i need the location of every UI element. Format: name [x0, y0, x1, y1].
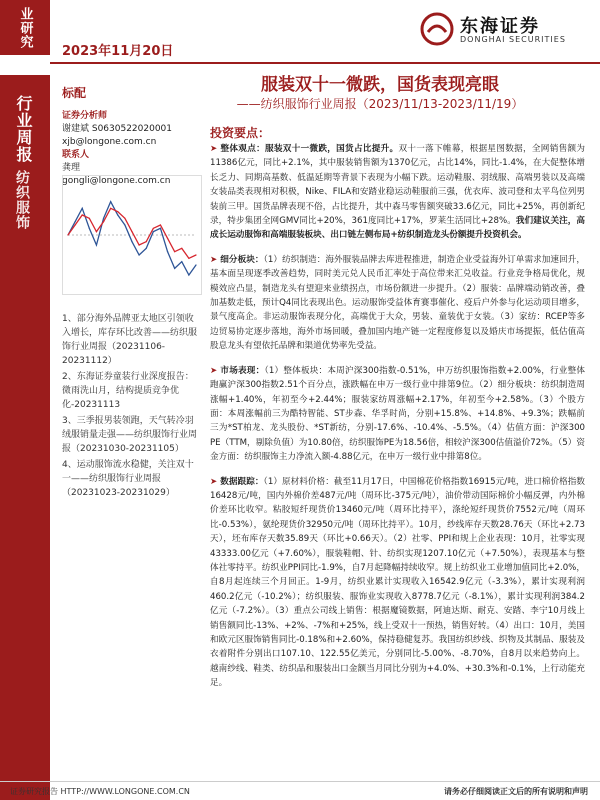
bullet-icon: ➤: [210, 365, 218, 376]
chart-series-line-1: [68, 208, 196, 258]
chart-point: [103, 218, 104, 219]
chart-point: [139, 254, 140, 255]
related-report-item[interactable]: 3、三季报男装领跑，天气转冷羽绒服销量走强——纺织服饰行业周报（20231030-20231105）: [62, 416, 198, 454]
chart-point: [146, 241, 147, 242]
bullet-icon: ➤: [210, 476, 218, 487]
chart-point: [160, 228, 161, 229]
chart-point: [174, 251, 175, 252]
overview-body: 双十一落下帷幕，根据星图数据，全网销售额为11386亿元，同比+2.1%，其中服装销售额为1370亿元，占比14%，同比-1.4%，在大促整体增长乏力、同期高基数、低温延期等背景下表现为小幅下跌。运动鞋服、羽绒服、高端男装以及高端女装品类表现相对积极，Nike、FILA和安踏业稳运动鞋服前三强，优衣库、波司登和太平鸟位列男装前三甲。国货品牌表现不俗，占比提升，其中森马零售额突破33.6亿元，同比+25%，再创新纪录，特步集团全网GMV同比+20%，361度同比+17%，罗莱生活同比+28%。: [210, 144, 585, 227]
chart-point: [117, 211, 118, 212]
analyst-name: 谢建斌 S0630522020001: [62, 124, 173, 134]
chart-point: [124, 218, 125, 219]
chart-point: [146, 248, 147, 249]
contact-label: 联系人: [62, 150, 90, 160]
industry-label: 纺织服饰: [14, 170, 30, 230]
chart-point: [160, 224, 161, 225]
chart-point: [89, 228, 90, 229]
chart-point: [75, 224, 76, 225]
footer: [0, 781, 600, 800]
chart-series-line-0: [68, 202, 196, 275]
chart-point: [131, 231, 132, 232]
footer-website[interactable]: 证券研究报告 HTTP://WWW.LONGONE.COM.CN: [10, 787, 190, 796]
chart-point: [153, 228, 154, 229]
overview-tail: 我们建议关注，高成长运动服饰和高端服装板块、出口链左侧布局+纺织制造龙头份额提升投资机会。: [210, 216, 585, 241]
rating: 标配: [62, 86, 87, 100]
chart-point: [195, 254, 196, 255]
report-type-label: 行业周报: [14, 95, 33, 163]
chart-point: [89, 218, 90, 219]
related-report-item[interactable]: 1、部分海外品牌亚太地区引领收入增长，库存环比改善——纺织服饰行业周报（20231106-20231112）: [62, 314, 198, 366]
chart-point: [153, 231, 154, 232]
chart-point: [110, 201, 111, 202]
related-report-item[interactable]: 2、东海证券童装行业深度报告：微雨洗山月，结构提质竞争优化-20231113: [62, 372, 194, 410]
left-sidebar: [0, 75, 50, 800]
market-lead: 市场表现：: [220, 365, 265, 376]
chart-point: [103, 221, 104, 222]
logo: [420, 10, 580, 50]
bullet-icon: ➤: [210, 254, 218, 265]
chart-point: [174, 268, 175, 269]
contact-name: 龚理: [62, 163, 81, 173]
chart-point: [75, 221, 76, 222]
chart-point: [131, 241, 132, 242]
performance-chart-svg: [62, 175, 202, 295]
chart-point: [82, 214, 83, 215]
analyst-email[interactable]: xjb@longone.com.cn: [62, 137, 157, 147]
header-divider: [50, 62, 600, 64]
market-body: （1）整体板块：本周沪深300指数-0.51%，申万纺织服饰指数+2.00%，行业整体跑赢沪深300指数2.51个百分点，涨跌幅在申万一级行业中排第9位。（2）细分板块：纺织制造周涨幅+1.40%，年初至今+2.44%；服装家纺周涨幅+2.17%，年初至今+2.58%。（3）个股方面：本周涨幅前三为酷特智能、ST步森、华孚时尚，分别+15.8%、+14.8%、+9.3%；跌幅前三为*ST柏龙、龙头股份、*ST新纺，分别-17.6%、-10.4%、-5.5%。（4）估值方面：沪深300 PE（TTM，剔除负值）为10.80倍，纺织服饰PE为18.56倍，相较沪深300估值溢价72%。（5）资金方面：纺织服饰主力净流入额-4.88亿元，在申万一级行业中排第8位。: [210, 365, 585, 463]
paragraph-segments: [210, 253, 585, 354]
chart-point: [110, 208, 111, 209]
paragraph-data: [210, 475, 585, 691]
chart-point: [67, 234, 68, 235]
key-points-title: 投资要点：: [210, 126, 271, 140]
chart-point: [188, 258, 189, 259]
overview-lead: 整体观点：服装双十一微跌，国货占比提升。: [220, 144, 399, 154]
related-report-item[interactable]: 4、运动服饰流水稳健，关注双十一——纺织服饰行业周报（20231023-20231029）: [62, 460, 194, 498]
corner-tab: 业研究: [0, 0, 50, 55]
footer-disclaimer: 请务必仔细阅读正文后的所有说明和声明: [444, 787, 588, 796]
chart-point: [139, 244, 140, 245]
related-reports: [62, 312, 200, 502]
segments-lead: 细分板块：: [220, 254, 264, 265]
segments-body: （1）纺织制造：海外服装品牌去库进程推进，制造企业受益海外订单需求加速回升，基本面呈现逐季改善趋势，同时美元兑人民币汇率处于高位带来汇兑收益。行业竞争格局优化，规模效应凸显，制造龙头有望迎来业绩拐点，市场份额进一步提升。（2）服装：品牌端动销改善，叠加基数走低，预计Q4同比表现出色。运动服饰受益体育赛事催化、疫后户外参与化运动项目增多，景气度高企。非运动服饰表现分化，高端优于大众，男装、童装优于女装。（3）家纺：RCEP等多边贸易协定逐步落地，海外市场回暖，叠加国内地产链一定程度修复以及婚庆市场提振，低估值高股息龙头有望依托品牌和渠道优势率先受益。: [210, 254, 585, 352]
chart-point: [188, 274, 189, 275]
report-title: 服装双十一微跌，国货表现亮眼: [261, 75, 499, 95]
chart-point: [96, 231, 97, 232]
paragraph-overview: [210, 142, 585, 243]
logo-mark-icon: [420, 12, 454, 46]
report-date: 2023年11月20日: [62, 44, 174, 59]
chart-point: [181, 248, 182, 249]
bullet-icon: ➤: [210, 144, 218, 154]
analyst-label: 证券分析师: [62, 111, 108, 121]
chart-point: [82, 208, 83, 209]
chart-point: [117, 214, 118, 215]
chart-point: [167, 251, 168, 252]
contact-email[interactable]: gongli@longone.com.cn: [62, 176, 171, 186]
chart-point: [195, 264, 196, 265]
chart-point: [181, 261, 182, 262]
paragraph-market: [210, 364, 585, 465]
report-subtitle: ——纺织服饰行业周报（2023/11/13-2023/11/19）: [236, 97, 524, 111]
performance-chart: [62, 175, 202, 295]
chart-point: [96, 244, 97, 245]
data-body: （1）原材料价格：截至11月17日，中国棉花价格指数16915元/吨，进口棉价格指数16428元/吨，国内外棉价差487元/吨（周环比-375元/吨），油价带动国际棉价小幅反弹，内外棉价差环比收窄。粘胶短纤现货价13460元/吨（周环比持平），涤纶短纤现货价7552元/吨（周环比-0.53%），氨纶现货价32950元/吨（周环比持平）。10月，纱线库存天数28.76天（环比+2.73天），坯布库存天数35.89天（环比+0.66天）。（2）社零、PPI和规上企业表现：10月，社零实现43333.00亿元（+7.60%），服装鞋帽、针、纺织实现1207.10亿元（+7.50%），表现基本与整体社零持平。纺织业PPI同比-1.9%，自7月起降幅持续收窄。规上纺织业工业增加值同比+2.0%，自8月起连续三个月回正。1-9月，纺织业累计实现收入16542.9亿元（-3.3%），累计实现利润460.2亿元（-10.2%）；纺织服装、服饰业实现收入8778.7亿元（-8.1%），累计实现利润384.2亿元（-7.2%）。（3）重点公司线上销售：根据魔镜数据，阿迪达斯、耐克、安踏、李宁10月线上销售额同比-13%、+2%、-7%和+25%，线上受双十一预热，销售好转。（4）出口：10月，美国和欧元区服饰销售同比-0.18%和+2.60%，保持稳健复苏。我国纺织纱线、织物及其制品、服装及衣着附件分别出口107.10、122.55亿美元，分别同比-5.00%、-8.70%，自8月以来趋势向上。越南纱线、鞋类、纺织品和服装出口金额当月同比分别为+4.0%、+30.3%和-0.1%，上行动能充足。: [210, 476, 585, 689]
chart-point: [167, 238, 168, 239]
chart-point: [124, 224, 125, 225]
key-points-body: [210, 142, 585, 701]
data-lead: 数据跟踪：: [220, 476, 264, 487]
logo-name-en: DONGHAI SECURITIES: [460, 35, 566, 44]
logo-name-cn: 东海证券: [460, 16, 540, 37]
